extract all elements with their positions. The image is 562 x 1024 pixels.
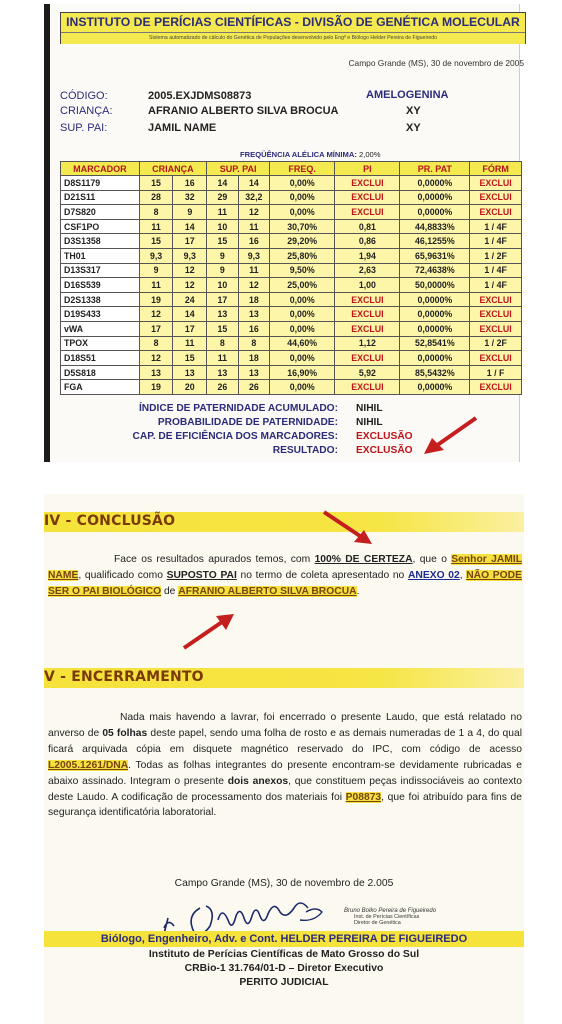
table-row — [61, 234, 522, 249]
table-cell: 28 — [139, 190, 173, 205]
processing-code-highlight: P08873 — [345, 791, 382, 803]
table-cell: 1,00 — [335, 278, 400, 293]
table-cell: 9,50% — [270, 263, 335, 278]
table-cell: 19 — [139, 380, 173, 395]
table-row — [61, 205, 522, 220]
crianca-value: AFRANIO ALBERTO SILVA BROCUA — [148, 105, 339, 117]
marker-name-cell: D7S820 — [61, 205, 140, 220]
table-cell: 13 — [207, 365, 238, 380]
report-title: INSTITUTO DE PERÍCIAS CIENTÍFICAS - DIVISÃO DE GENÉTICA MOLECULAR — [61, 13, 525, 32]
table-cell: 0,86 — [335, 234, 400, 249]
table-cell: 17 — [173, 321, 207, 336]
text: de — [161, 585, 179, 597]
table-cell: 16 — [173, 176, 207, 191]
table-cell: 15 — [207, 234, 238, 249]
table-cell: 11 — [139, 219, 173, 234]
table-cell: 0,00% — [270, 176, 335, 191]
table-cell: 9 — [139, 263, 173, 278]
amelogenina-title: AMELOGENINA — [366, 89, 449, 101]
codigo-value: 2005.EXJDMS08873 — [148, 90, 252, 102]
table-cell: 0,00% — [270, 292, 335, 307]
table-row — [61, 321, 522, 336]
col-crianca: CRIANÇA — [139, 162, 206, 176]
footer-signer-name: Biólogo, Engenheiro, Adv. e Cont. HELDER PEREIRA DE FIGUEIREDO — [100, 933, 468, 945]
table-cell: 8 — [238, 336, 269, 351]
anexos-count: dois anexos — [227, 775, 289, 787]
folhas-count: 05 folhas — [102, 727, 148, 739]
table-cell: 16 — [238, 321, 269, 336]
table-cell: 1 / 4F — [470, 278, 522, 293]
col-form: FÓRM — [470, 162, 522, 176]
table-cell: 1 / 4F — [470, 234, 522, 249]
nao-pode-highlight: NÃO PODE SER O PAI BIOLÓGICO — [48, 569, 522, 597]
table-cell: EXCLUI — [470, 205, 522, 220]
col-sup-pai: SUP. PAI — [207, 162, 270, 176]
marker-name-cell: vWA — [61, 321, 140, 336]
table-cell: 14 — [173, 219, 207, 234]
table-cell: 72,4638% — [400, 263, 470, 278]
table-cell: EXCLUI — [335, 176, 400, 191]
marker-name-cell: D13S317 — [61, 263, 140, 278]
table-cell: 0,0000% — [400, 307, 470, 322]
sup-pai-value: JAMIL NAME — [148, 122, 217, 134]
table-cell: EXCLUI — [335, 205, 400, 220]
report-subtitle: Sistema automatizado de cálculo do Genética de Populações desenvolvido pelo Engº e Biólogo Helder Pereira de Figueiredo — [61, 32, 525, 44]
table-cell: 11 — [238, 219, 269, 234]
text: . — [356, 585, 360, 597]
marker-name-cell: D18S51 — [61, 351, 140, 366]
marker-name-cell: D3S1358 — [61, 234, 140, 249]
table-row — [61, 365, 522, 380]
text: deste papel, sendo uma folha de rosto e as demais numeradas de 1 a 4, do qual ficará arquivada cópia em disquete magnético reservado do IPC, com código de acesso — [48, 727, 522, 755]
table-cell: 17 — [139, 321, 173, 336]
table-cell: 12 — [139, 307, 173, 322]
table-row — [61, 307, 522, 322]
table-cell: 26 — [238, 380, 269, 395]
stamp-name: Bruno Bolko Pereira de Figueiredo — [344, 908, 437, 914]
footer-institute: Instituto de Perícias Científicas de Mato Grosso do Sul — [148, 949, 420, 960]
table-cell: 9 — [207, 263, 238, 278]
text: , que o — [412, 554, 452, 565]
table-cell: 20 — [173, 380, 207, 395]
indice-value: NIHIL — [356, 403, 383, 414]
table-cell: 17 — [207, 292, 238, 307]
table-cell: 24 — [173, 292, 207, 307]
table-cell: 10 — [207, 219, 238, 234]
amelo-crianca-value: XY — [406, 105, 421, 117]
table-cell: 15 — [139, 176, 173, 191]
table-cell: EXCLUI — [335, 351, 400, 366]
table-cell: EXCLUI — [335, 321, 400, 336]
table-cell: 13 — [207, 307, 238, 322]
table-cell: EXCLUI — [335, 292, 400, 307]
marker-name-cell: D8S1179 — [61, 176, 140, 191]
table-cell: 13 — [238, 365, 269, 380]
table-cell: 9,3 — [238, 248, 269, 263]
table-cell: 46,1255% — [400, 234, 470, 249]
table-cell: 16,90% — [270, 365, 335, 380]
marker-name-cell: D16S539 — [61, 278, 140, 293]
table-cell: EXCLUI — [335, 307, 400, 322]
table-cell: 1 / 2F — [470, 248, 522, 263]
conclusion-paragraph — [48, 552, 522, 600]
prob-value: NIHIL — [356, 417, 383, 428]
table-cell: EXCLUI — [470, 321, 522, 336]
table-cell: 2,63 — [335, 263, 400, 278]
table-cell: 0,0000% — [400, 321, 470, 336]
table-cell: 1 / F — [470, 365, 522, 380]
marker-name-cell: D21S11 — [61, 190, 140, 205]
table-cell: 13 — [238, 307, 269, 322]
conclusion-title: IV - CONCLUSÃO — [44, 513, 176, 529]
table-cell: 18 — [238, 351, 269, 366]
table-row — [61, 292, 522, 307]
table-cell: 0,0000% — [400, 292, 470, 307]
cap-value: EXCLUSÃO — [356, 431, 413, 442]
conclusion-page — [44, 494, 524, 1024]
table-cell: 14 — [207, 176, 238, 191]
table-cell: 1,94 — [335, 248, 400, 263]
signature-stamp — [344, 908, 436, 926]
table-cell: EXCLUI — [470, 351, 522, 366]
table-cell: 13 — [139, 365, 173, 380]
red-arrow-icon — [420, 414, 480, 454]
result-label: RESULTADO: — [272, 445, 338, 456]
amelo-pai-value: XY — [406, 122, 421, 134]
sup-pai-label: SUP. PAI: — [60, 122, 108, 134]
marker-table-body — [61, 176, 522, 395]
table-row — [61, 263, 522, 278]
table-cell: 11 — [207, 205, 238, 220]
table-cell: 19 — [139, 292, 173, 307]
marker-name-cell: D5S818 — [61, 365, 140, 380]
table-cell: 44,8833% — [400, 219, 470, 234]
table-cell: 52,8541% — [400, 336, 470, 351]
table-cell: 10 — [207, 278, 238, 293]
table-cell: 32 — [173, 190, 207, 205]
table-cell: 32,2 — [238, 190, 269, 205]
freq-min-value: 2,00% — [358, 150, 381, 159]
access-code-highlight: L2005.1261/DNA — [48, 759, 129, 771]
table-cell: 0,0000% — [400, 190, 470, 205]
marker-name-cell: D2S1338 — [61, 292, 140, 307]
table-cell: 1 / 4F — [470, 263, 522, 278]
table-cell: EXCLUI — [470, 380, 522, 395]
table-cell: 65,9631% — [400, 248, 470, 263]
table-cell: 26 — [207, 380, 238, 395]
table-cell: 15 — [139, 234, 173, 249]
table-row — [61, 351, 522, 366]
table-cell: 12 — [173, 263, 207, 278]
footer-role: PERITO JUDICIAL — [239, 977, 329, 988]
table-header-row — [61, 162, 522, 176]
footer-registry: CRBio-1 31.764/01-D – Diretor Executivo — [184, 963, 384, 974]
freq-min — [240, 150, 381, 159]
table-cell: 9 — [173, 205, 207, 220]
suposto-pai-highlight: SUPOSTO PAI — [166, 569, 237, 581]
text: , que constituem peças indissociáveis ao contexto deste Laudo. A codificação de processamento dos materiais foi — [48, 775, 522, 803]
text: Face os resultados apurados temos, com — [114, 554, 315, 565]
table-cell: 0,0000% — [400, 176, 470, 191]
table-cell: 0,00% — [270, 321, 335, 336]
table-cell: 11 — [173, 336, 207, 351]
marker-name-cell: TH01 — [61, 248, 140, 263]
table-cell: 17 — [173, 234, 207, 249]
table-cell: 1 / 2F — [470, 336, 522, 351]
table-cell: 11 — [238, 263, 269, 278]
table-cell: 12 — [139, 351, 173, 366]
table-cell: 29 — [207, 190, 238, 205]
certeza-highlight: 100% DE CERTEZA — [314, 554, 413, 565]
table-cell: 0,00% — [270, 307, 335, 322]
table-cell: EXCLUI — [470, 307, 522, 322]
table-cell: 25,80% — [270, 248, 335, 263]
result-value: EXCLUSÃO — [356, 445, 413, 456]
cap-label: CAP. DE EFICIÊNCIA DOS MARCADORES: — [132, 431, 338, 442]
red-arrow-icon — [320, 508, 376, 546]
codigo-label: CÓDIGO: — [60, 90, 108, 102]
marker-name-cell: TPOX — [61, 336, 140, 351]
table-cell: 16 — [238, 234, 269, 249]
table-cell: EXCLUI — [335, 190, 400, 205]
table-cell: 12 — [173, 278, 207, 293]
table-cell: 14 — [238, 176, 269, 191]
report-date: Campo Grande (MS), 30 de novembro de 2005 — [348, 58, 524, 68]
text: Nada mais havendo a lavrar, foi encerrado o presente Laudo, que está relatado no anverso de — [48, 712, 522, 739]
table-cell: 15 — [207, 321, 238, 336]
table-cell: 0,00% — [270, 205, 335, 220]
table-cell: 8 — [207, 336, 238, 351]
text: , qualificado como — [78, 569, 167, 581]
stamp-line2: Inst. de Perícias Científicas — [354, 914, 420, 920]
table-cell: 85,5432% — [400, 365, 470, 380]
table-cell: 12 — [238, 205, 269, 220]
table-row — [61, 380, 522, 395]
crianca-label: CRIANÇA: — [60, 105, 113, 117]
report-header — [60, 12, 526, 44]
table-cell: 11 — [139, 278, 173, 293]
closing-date: Campo Grande (MS), 30 de novembro de 2.005 — [174, 878, 394, 889]
table-row — [61, 190, 522, 205]
table-cell: 0,00% — [270, 351, 335, 366]
text: , — [459, 569, 467, 581]
senhor-highlight: Senhor JAMIL NAME — [48, 554, 522, 581]
table-cell: 5,92 — [335, 365, 400, 380]
table-cell: 8 — [139, 205, 173, 220]
prob-label: PROBABILIDADE DE PATERNIDADE: — [157, 417, 338, 428]
text: . Todas as folhas integrantes do presente encontram-se devidamente rubricadas e abaixo assinado. Integram o presente — [48, 759, 522, 787]
col-freq: FREQ. — [270, 162, 335, 176]
table-cell: 30,70% — [270, 219, 335, 234]
text: , que foi atribuído para fins de segurança identificatória laboratorial. — [48, 791, 522, 819]
table-cell: 1 / 4F — [470, 219, 522, 234]
table-cell: EXCLUI — [470, 176, 522, 191]
table-cell: 1,12 — [335, 336, 400, 351]
table-cell: 9,3 — [139, 248, 173, 263]
text: no termo de coleta apresentado no — [236, 569, 408, 581]
col-pr-pat: PR. PAT — [400, 162, 470, 176]
table-cell: 0,00% — [270, 190, 335, 205]
table-row — [61, 248, 522, 263]
stamp-line3: Diretor de Genética — [354, 920, 401, 926]
table-row — [61, 176, 522, 191]
table-cell: 0,0000% — [400, 351, 470, 366]
marker-name-cell: CSF1PO — [61, 219, 140, 234]
closing-title: V - ENCERRAMENTO — [44, 669, 204, 685]
table-cell: 50,0000% — [400, 278, 470, 293]
table-cell: 44,60% — [270, 336, 335, 351]
table-cell: EXCLUI — [470, 292, 522, 307]
table-row — [61, 219, 522, 234]
table-cell: 15 — [173, 351, 207, 366]
table-cell: 29,20% — [270, 234, 335, 249]
table-cell: 0,00% — [270, 380, 335, 395]
afranio-highlight: AFRANIO ALBERTO SILVA BROCUA — [178, 585, 357, 597]
indice-label: ÍNDICE DE PATERNIDADE ACUMULADO: — [138, 403, 338, 414]
col-pi: PI — [335, 162, 400, 176]
table-cell: 9,3 — [173, 248, 207, 263]
col-marcador: MARCADOR — [61, 162, 140, 176]
table-row — [61, 336, 522, 351]
table-cell: 0,0000% — [400, 205, 470, 220]
freq-min-label: FREQÜÊNCIA ALÉLICA MÍNIMA: — [240, 150, 357, 159]
table-row — [61, 278, 522, 293]
table-cell: 13 — [173, 365, 207, 380]
table-cell: 0,81 — [335, 219, 400, 234]
table-cell: 12 — [238, 278, 269, 293]
marker-name-cell: D19S433 — [61, 307, 140, 322]
table-cell: 11 — [207, 351, 238, 366]
table-cell: 18 — [238, 292, 269, 307]
lab-report-table-page — [44, 4, 524, 462]
table-cell: 25,00% — [270, 278, 335, 293]
table-cell: 8 — [139, 336, 173, 351]
red-arrow-icon — [180, 612, 238, 652]
closing-paragraph — [48, 710, 522, 821]
table-cell: 14 — [173, 307, 207, 322]
table-cell: EXCLUI — [470, 190, 522, 205]
table-cell: 9 — [207, 248, 238, 263]
anexo-link: ANEXO 02 — [407, 569, 460, 581]
table-cell: 0,0000% — [400, 380, 470, 395]
marker-name-cell: FGA — [61, 380, 140, 395]
marker-table — [60, 161, 522, 395]
table-cell: EXCLUI — [335, 380, 400, 395]
